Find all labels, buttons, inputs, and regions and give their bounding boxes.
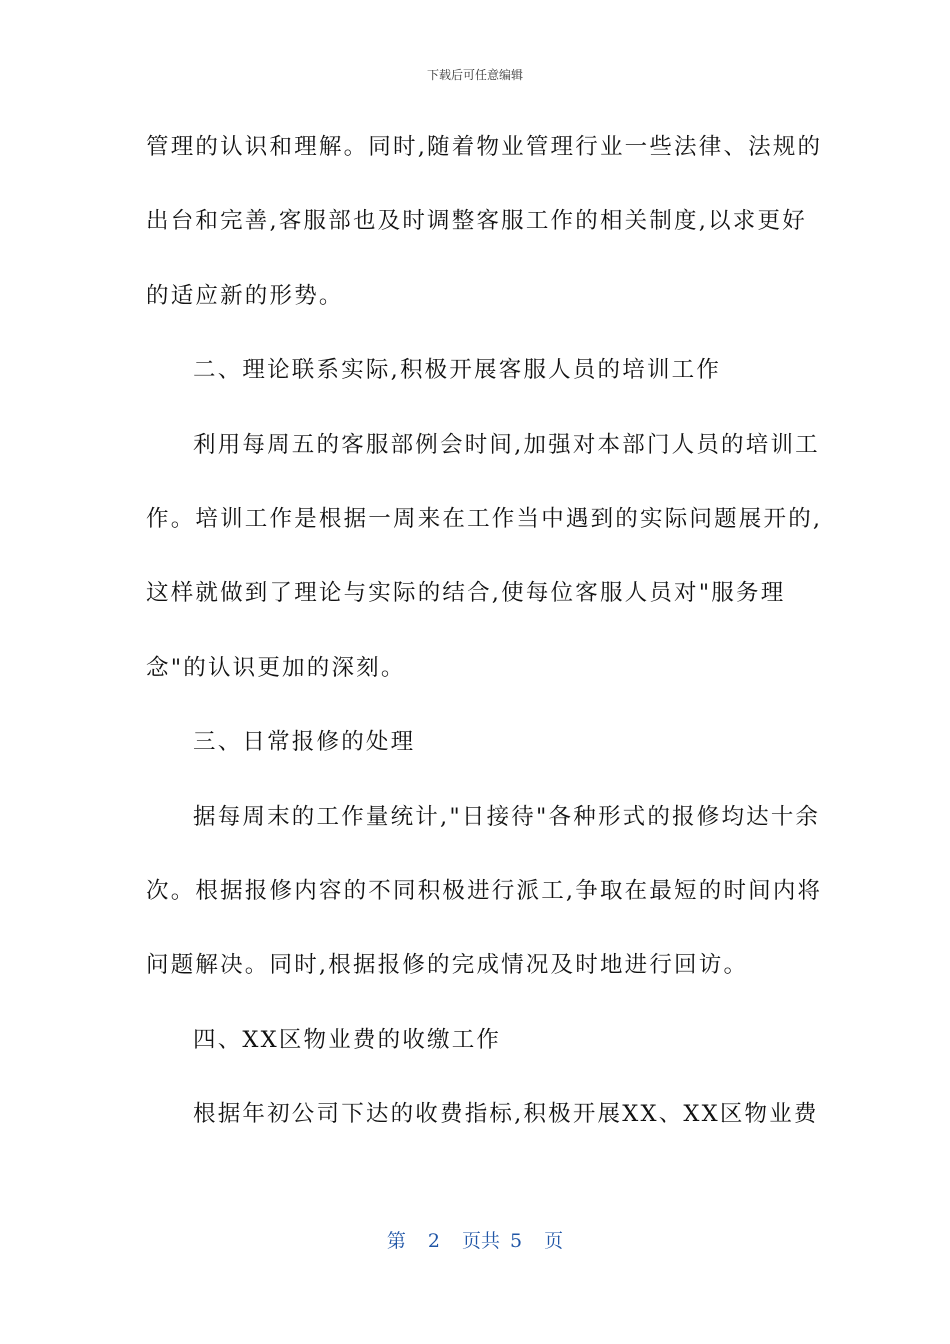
- section-heading: 四、XX区物业费的收缴工作: [193, 1026, 502, 1053]
- section-heading: 二、理论联系实际,积极开展客服人员的培训工作: [193, 357, 722, 384]
- page-header: 下载后可任意编辑: [426, 68, 523, 82]
- text-line: 出台和完善,客服部也及时调整客服工作的相关制度,以求更好: [146, 208, 807, 235]
- section-heading: 三、日常报修的处理: [193, 729, 416, 756]
- text-line: 这样就做到了理论与实际的结合,使每位客服人员对"服务理: [146, 580, 786, 607]
- text-line: 问题解决。同时,根据报修的完成情况及时地进行回访。: [146, 952, 749, 979]
- current-page-number: 2: [427, 1230, 440, 1252]
- document-body: [146, 110, 823, 1151]
- text-line: 念"的认识更加的深刻。: [146, 654, 406, 681]
- page-label-mid: 页共: [461, 1230, 500, 1252]
- total-page-count: 5: [510, 1230, 523, 1252]
- text-line: 次。根据报修内容的不同积极进行派工,争取在最短的时间内将: [146, 877, 823, 904]
- text-line: 据每周末的工作量统计,"日接待"各种形式的报修均达十余: [193, 803, 821, 830]
- page-label-prefix: 第: [386, 1230, 406, 1252]
- page-footer: [0, 1226, 950, 1253]
- text-line: 作。培训工作是根据一周来在工作当中遇到的实际问题展开的,: [146, 505, 823, 532]
- text-line: 管理的认识和理解。同时,随着物业管理行业一些法律、法规的: [146, 134, 823, 160]
- text-line: 的适应新的形势。: [146, 282, 344, 309]
- text-line: 根据年初公司下达的收费指标,积极开展XX、XX区物业费: [193, 1101, 819, 1128]
- page-label-suffix: 页: [544, 1230, 564, 1252]
- text-line: 利用每周五的客服部例会时间,加强对本部门人员的培训工: [193, 431, 820, 458]
